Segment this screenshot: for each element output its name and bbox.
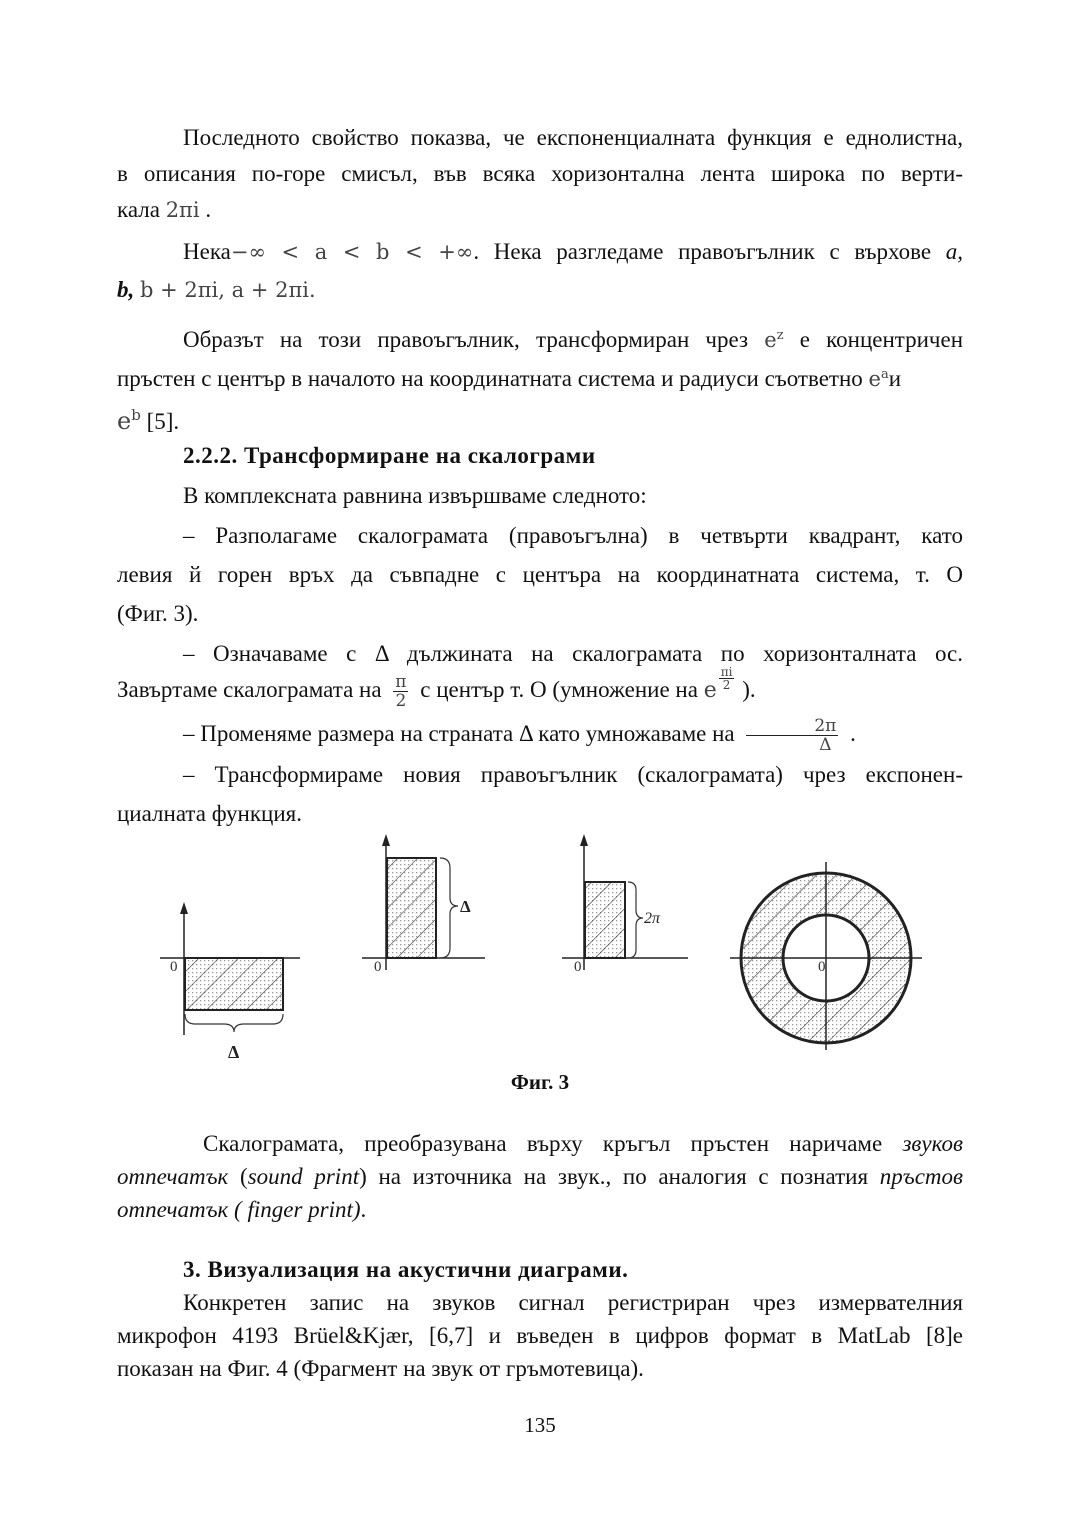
section-heading: 2.2.2. Трансформиране на скалограми [183,443,596,468]
brace-vertical [440,858,458,958]
list-item-line: – Разполагаме скалограмата (правоъгълна) в четвърти квадрант, като [183,523,963,548]
paragraph-line: показан на Фиг. 4 (Фрагмент на звук от гръмотевица). [117,1356,644,1381]
paragraph-line: пръстен с център в началото на координатната система и радиуси съответно $e^aи$ [117,366,902,391]
panel-scaled-scalogram [562,834,688,975]
list-item-line: циалната функция. [117,801,302,826]
origin-label: 0 [818,959,826,975]
page-number: 135 [524,1413,556,1437]
two-pi-label: 2π [644,910,661,927]
delta-label: Δ [228,1042,240,1062]
origin-label: 0 [574,959,582,975]
scalogram-rect [185,958,283,1010]
panel-original-scalogram [160,902,300,1062]
section-heading: 3. Визуализация на акустични диаграми. [183,1257,629,1282]
paragraph-line: в описания по-горе смисъл, във всяка хоризонтална лента широка по верти- [117,161,963,186]
scalogram-rect [387,858,436,958]
brace-vertical [628,882,643,958]
paragraph-line: кала 2πi . [117,197,212,222]
delta-label: Δ [460,897,471,916]
panel-rotated-scalogram [362,834,485,975]
paragraph-line: отпечатък ( finger print). [117,1197,367,1222]
paragraph-line: Образът на този правоъгълник, трансформиран чрез $e^z$ е концентричен [183,327,964,352]
fraction: $\frac{\pi}{2}$ [395,672,407,712]
scalogram-rect [585,882,625,958]
figure-caption: Фиг. 3 [510,1070,570,1094]
paragraph-line: Нека−∞ < a < b < +∞. Нека разгледаме правоъгълник с върхове a, [183,239,964,264]
list-item-line: левия й горен връх да съвпадне с центъра на координатната система, т. О [117,562,963,587]
paragraph-line: микрофон 4193 Brüel&Kjær, [6,7] и въведен в цифров формат в MatLab [8]е [117,1323,963,1348]
fraction: $\frac{2\pi}{\Delta}$ [746,717,838,754]
paragraph-line: Скалограмата, преобразувана върху кръгъл пръстен наричаме звуков [203,1131,963,1156]
paragraph-line: отпечатък (sound print) на източника на звук., по аналогия с познатия пръстов [117,1164,964,1189]
paragraph-line: Конкретен запис на звуков сигнал регистриран чрез измервателния [183,1290,963,1315]
list-item-line: – Променяме размера на страната Δ като умножаваме на $\frac{2\pi}{\Delta}$ . [183,716,856,756]
origin-label: 0 [170,959,178,975]
list-item-line: Завъртаме скалограмата на $\frac{\pi}{2}$ с център т. О (умножение на e $^{\frac{\pi i}{2}}$ ). [117,665,756,712]
list-item-line: – Означаваме с Δ дължината на скалограмата по хоризонталната ос. [183,641,963,666]
list-item-line: – Трансформираме новия правоъгълник (скалограмата) чрез експонен- [183,762,963,787]
paragraph-line: Последното свойство показва, че експоненциалната функция е еднолистна, [183,125,963,150]
paragraph-line: В комплексната равнина извършваме следното: [183,483,647,508]
panel-annulus [730,862,922,1050]
list-item-line: (Фиг. 3). [117,601,199,626]
paragraph-line: $e^b$ [5]. [117,406,180,435]
figure-3 [0,820,1080,1070]
origin-label: 0 [374,959,382,975]
y-axis-arrow [180,902,188,914]
paragraph-line: b, b + 2πi, a + 2πi. [117,277,316,302]
y-axis-arrow [580,834,588,846]
brace-horizontal [185,1014,283,1032]
y-axis-arrow [382,834,390,846]
